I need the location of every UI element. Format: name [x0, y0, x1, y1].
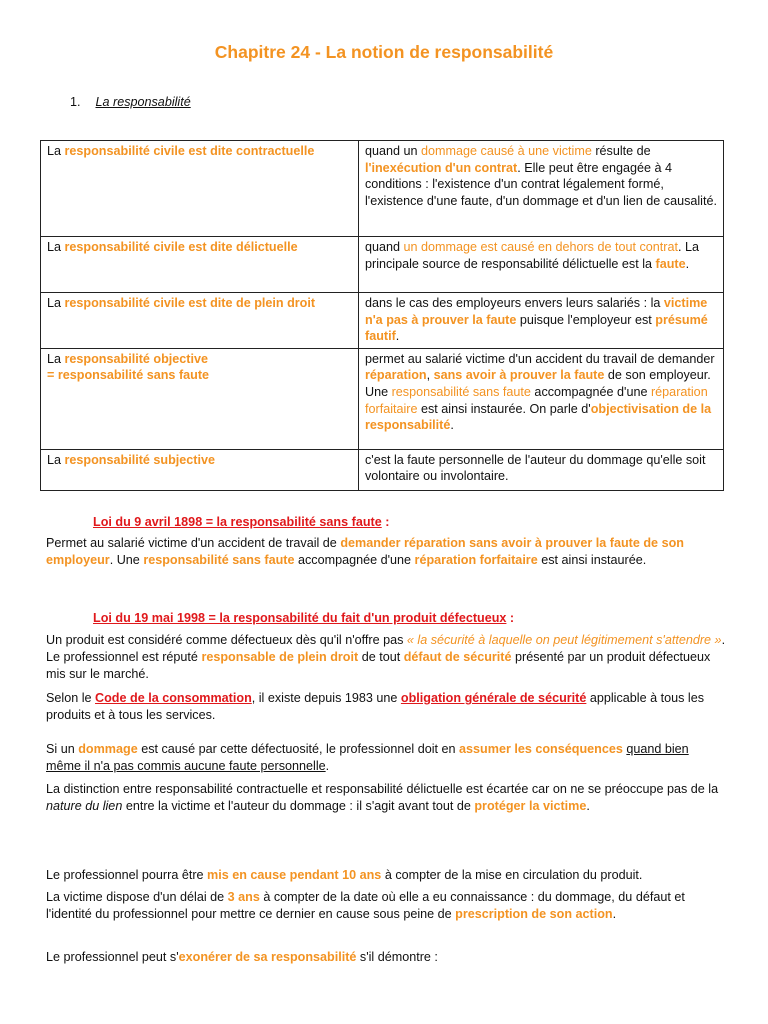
table-cell-definition	[359, 449, 724, 490]
responsibility-table	[40, 140, 724, 491]
cell-text: quand un	[365, 144, 422, 158]
cell-highlight: l'inexécution d'un contrat	[365, 160, 518, 175]
cell-text: . La principale source de responsabilité délictuelle est la	[365, 240, 699, 271]
law-1998-paragraph-1	[46, 632, 726, 683]
table-cell-term	[41, 237, 359, 293]
highlight: demander réparation sans avoir à prouver la faute de son employeur	[46, 536, 684, 567]
law-1898-paragraph	[46, 535, 726, 569]
table-row	[41, 141, 724, 237]
text: à compter de la mise en circulation du produit.	[381, 868, 643, 882]
cell-text: La	[47, 144, 65, 158]
text: La victime dispose d'un délai de	[46, 890, 228, 904]
text: entre la victime et l'auteur du dommage : il s'agit avant tout de	[122, 799, 475, 813]
text: .	[325, 759, 330, 773]
cell-highlight: objectivisation de la responsabilité	[365, 401, 712, 433]
cell-highlight: responsabilité sans faute	[391, 384, 531, 399]
text: Le professionnel peut s'	[46, 950, 179, 964]
law-title: Loi du 19 mai 1998 = la responsabilité du fait d'un produit défectueux	[93, 611, 507, 625]
section-number: 1.	[70, 95, 81, 109]
text: de tout	[358, 650, 404, 664]
text: applicable à tous les produits et à tous les services.	[46, 691, 704, 722]
cell-highlight: réparation	[365, 368, 427, 383]
cell-highlight: responsabilité subjective	[64, 452, 215, 467]
highlight: mis en cause pendant 10 ans	[207, 868, 382, 882]
cell-highlight: présumé fautif	[365, 312, 708, 344]
cell-highlight: sans avoir à prouver la faute	[433, 368, 605, 383]
red-highlight: obligation générale de sécurité	[400, 691, 587, 705]
text: est ainsi instaurée.	[537, 553, 647, 567]
cell-text: ,	[426, 368, 434, 383]
text: Selon le	[46, 691, 96, 705]
text: Le professionnel pourra être	[46, 868, 208, 882]
table-cell-definition	[359, 348, 724, 449]
cell-highlight: victime n'a pas à prouver la faute	[365, 296, 708, 327]
cell-text: .	[450, 418, 454, 433]
cell-text: .	[685, 256, 690, 271]
cell-highlight: réparation forfaitaire	[365, 384, 708, 416]
red-highlight: Code de la consommation	[95, 691, 252, 705]
law-title-suffix: :	[381, 515, 390, 529]
law-1998-paragraph-4	[46, 781, 726, 815]
text: . Une	[109, 553, 144, 567]
law-1998-paragraph-7	[46, 949, 726, 966]
cell-text: dans le cas des employeurs envers leurs salariés : la	[365, 296, 664, 310]
text: .	[612, 907, 617, 921]
text: présenté par un produit défectueux mis sur le marché.	[46, 650, 711, 681]
cell-highlight: responsabilité civile est dite de plein droit	[64, 296, 316, 310]
text: .	[586, 799, 590, 813]
cell-text: accompagnée d'une	[530, 384, 651, 399]
law-title: Loi du 9 avril 1898 = la responsabilité sans faute	[93, 515, 382, 529]
law-1998-paragraph-3	[46, 741, 726, 775]
section-label: La responsabilité	[95, 95, 191, 109]
table-cell-term	[41, 141, 359, 237]
table-cell-definition	[359, 237, 724, 293]
italic-text: nature du lien	[46, 799, 123, 813]
text: Un produit est considéré comme défectueux dès qu'il n'offre pas	[46, 633, 407, 647]
highlight: réparation forfaitaire	[414, 553, 538, 567]
cell-highlight: responsabilité civile est dite délictuelle	[64, 240, 298, 254]
cell-text: La	[47, 351, 65, 366]
cell-highlight: un dommage est causé en dehors de tout contrat	[403, 240, 678, 254]
cell-highlight: responsabilité civile est dite contractuelle	[64, 144, 315, 158]
text: La distinction entre responsabilité contractuelle et responsabilité délictuelle est écartée car on ne se préoccupe pas de la	[46, 782, 719, 796]
cell-text: c'est la faute personnelle de l'auteur du dommage qu'elle soit volontaire ou involontaire.	[365, 452, 706, 484]
table-cell-term	[41, 449, 359, 490]
law-1998-paragraph-5	[46, 867, 726, 884]
text: est causé par cette défectuosité, le professionnel doit en	[137, 742, 460, 756]
cell-highlight: responsabilité objective	[64, 351, 208, 366]
text: accompagnée d'une	[294, 553, 415, 567]
highlight: exonérer de sa responsabilité	[178, 950, 357, 964]
highlight: 3 ans	[227, 890, 260, 904]
law-1998-paragraph-2	[46, 690, 726, 724]
cell-text: La	[47, 240, 65, 254]
cell-text: puisque l'employeur est	[516, 312, 656, 327]
cell-text: .	[395, 329, 400, 344]
highlight: assumer les conséquences	[459, 742, 623, 756]
cell-text: . Elle peut être engagée à 4 conditions : l'existence d'un contrat légalement formé, l'existence d'une faute, d'un dommage et d'un lien de causalité.	[365, 160, 717, 208]
cell-text: La	[47, 296, 65, 310]
cell-text: quand	[365, 240, 404, 254]
text: Si un	[46, 742, 79, 756]
highlight: responsable de plein droit	[201, 650, 359, 664]
highlight: prescription de son action	[455, 907, 613, 921]
table-cell-definition	[359, 141, 724, 237]
table-row	[41, 348, 724, 449]
text: , il existe depuis 1983 une	[251, 691, 401, 705]
text: à compter de la date où elle a eu connaissance : du dommage, du défaut et l'identité du professionnel pour mettre ce dernier en cause sous peine de	[46, 890, 685, 921]
cell-text: de son employeur. Une	[365, 368, 711, 399]
cell-highlight: = responsabilité sans faute	[47, 368, 210, 383]
cell-highlight: faute	[655, 256, 686, 271]
table-cell-definition	[359, 293, 724, 349]
cell-text: résulte de	[591, 144, 651, 158]
cell-text: La	[47, 452, 65, 467]
table-cell-term	[41, 348, 359, 449]
text: s'il démontre :	[356, 950, 438, 964]
highlight: défaut de sécurité	[403, 650, 512, 664]
underlined-text: quand bien même il n'a pas commis aucune faute personnelle	[46, 742, 689, 773]
text: . Le professionnel est réputé	[46, 633, 726, 664]
text: Permet au salarié victime d'un accident de travail de	[46, 536, 341, 550]
highlight: responsabilité sans faute	[143, 553, 295, 567]
section-heading	[70, 94, 191, 111]
table-row	[41, 293, 724, 349]
table-row	[41, 449, 724, 490]
law-title-suffix: :	[506, 611, 515, 625]
cell-text: est ainsi instaurée. On parle d'	[417, 401, 591, 416]
table-cell-term	[41, 293, 359, 349]
table-row	[41, 237, 724, 293]
cell-highlight: dommage causé à une victime	[421, 144, 592, 158]
law-1998-paragraph-6	[46, 889, 726, 923]
page-title: Chapitre 24 - La notion de responsabilité	[214, 42, 554, 62]
law-header-1898	[93, 514, 389, 531]
highlight: protéger la victime	[474, 799, 587, 813]
quote-highlight: « la sécurité à laquelle on peut légitimement s'attendre »	[406, 633, 722, 647]
cell-text: permet au salarié victime d'un accident du travail de demander	[365, 351, 715, 366]
law-header-1998	[93, 610, 514, 627]
highlight: dommage	[78, 742, 138, 756]
